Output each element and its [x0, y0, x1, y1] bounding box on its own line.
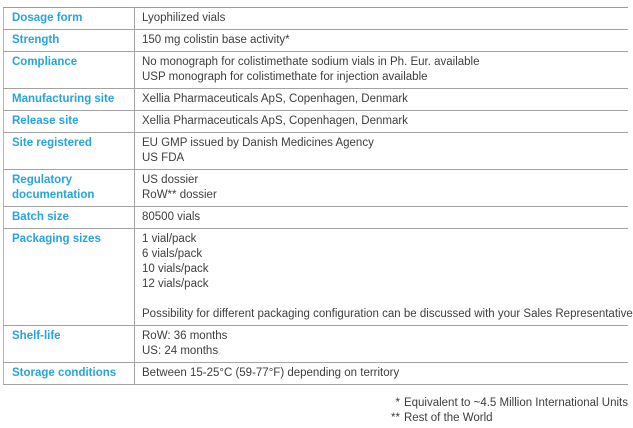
footnote-text: Rest of the World — [403, 412, 493, 424]
value-line: Between 15-25°C (59-77°F) depending on territory — [142, 367, 400, 379]
value-line: US: 24 months — [142, 345, 219, 357]
table-row — [4, 363, 629, 385]
row-value — [135, 8, 629, 30]
product-spec-page — [0, 7, 633, 428]
value-line: 6 vials/pack — [142, 248, 203, 260]
value-line: Possibility for different packaging configuration can be discussed with your Sales Representative — [142, 308, 633, 320]
row-label: Strength — [4, 30, 135, 52]
row-label: Packaging sizes — [4, 229, 135, 326]
value-line: Xellia Pharmaceuticals ApS, Copenhagen, Denmark — [142, 115, 408, 127]
row-label: Site registered — [4, 133, 135, 170]
row-value — [135, 170, 629, 207]
table-row — [4, 30, 629, 52]
row-label: Regulatory documentation — [4, 170, 135, 207]
spec-table-body — [4, 8, 633, 385]
row-value — [135, 326, 629, 363]
value-line: RoW** dossier — [142, 189, 217, 201]
row-value — [135, 52, 629, 89]
product-spec-table — [3, 7, 633, 385]
table-row — [4, 111, 629, 133]
table-row — [4, 133, 629, 170]
value-line: US FDA — [142, 152, 185, 164]
row-label: Storage conditions — [4, 363, 135, 385]
value-line: 80500 vials — [142, 211, 201, 223]
value-line: Xellia Pharmaceuticals ApS, Copenhagen, Denmark — [142, 93, 408, 105]
footnote-marker: * — [395, 397, 400, 409]
row-value — [135, 89, 629, 111]
value-line: US dossier — [142, 174, 199, 186]
row-label: Dosage form — [4, 8, 135, 30]
footnote-line — [384, 411, 628, 426]
row-value — [135, 363, 629, 385]
row-label: Compliance — [4, 52, 135, 89]
table-row — [4, 170, 629, 207]
row-value — [135, 30, 629, 52]
value-line: USP monograph for colistimethate for injection available — [142, 71, 428, 83]
footnote-marker: ** — [390, 412, 400, 424]
value-line: Lyophilized vials — [142, 12, 226, 24]
footnote-line — [384, 396, 628, 411]
table-row — [4, 52, 629, 89]
value-line — [142, 292, 620, 307]
footnote-text: Equivalent to ~4.5 Million International Units — [403, 397, 628, 409]
row-label: Manufacturing site — [4, 89, 135, 111]
row-label: Shelf-life — [4, 326, 135, 363]
table-row — [4, 207, 629, 229]
value-line: 1 vial/pack — [142, 233, 197, 245]
footnotes — [384, 396, 628, 426]
value-line: EU GMP issued by Danish Medicines Agency — [142, 137, 374, 149]
row-value — [135, 133, 629, 170]
row-value — [135, 229, 633, 326]
value-line: RoW: 36 months — [142, 330, 228, 342]
value-line: 12 vials/pack — [142, 278, 209, 290]
table-row — [4, 8, 629, 30]
row-label: Release site — [4, 111, 135, 133]
row-label: Batch size — [4, 207, 135, 229]
table-row — [4, 229, 629, 326]
value-line: 10 vials/pack — [142, 263, 209, 275]
row-value — [135, 207, 629, 229]
value-line: No monograph for colistimethate sodium vials in Ph. Eur. available — [142, 56, 480, 68]
value-line: 150 mg colistin base activity* — [142, 34, 290, 46]
row-value — [135, 111, 629, 133]
table-row — [4, 326, 629, 363]
table-row — [4, 89, 629, 111]
